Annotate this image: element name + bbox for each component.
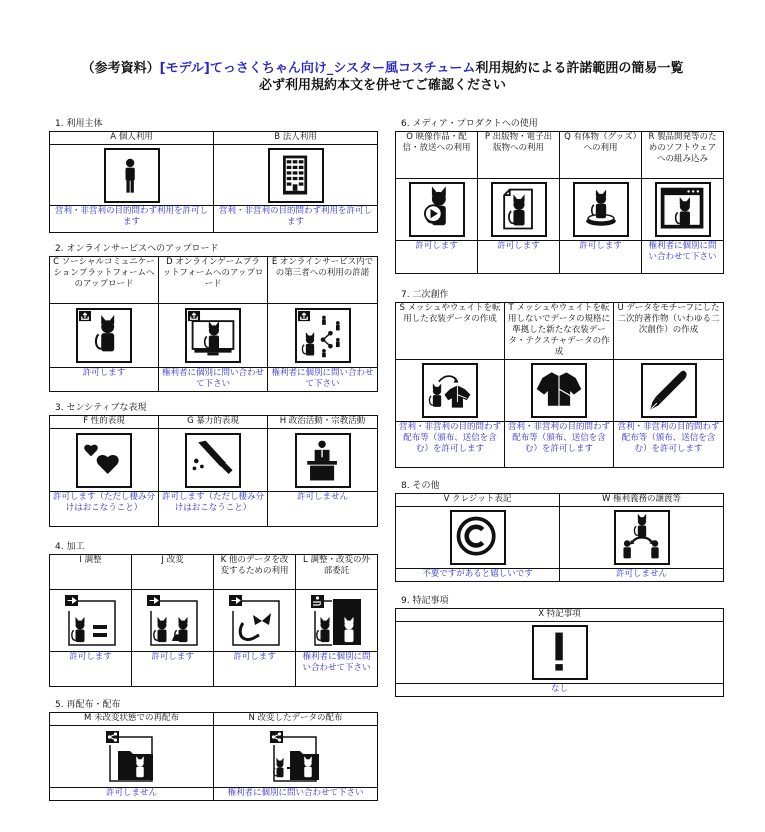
podium-icon [295, 433, 351, 488]
item-label: A 個人利用 [50, 132, 214, 145]
game-upload-icon [185, 308, 241, 363]
permission-table [49, 256, 378, 392]
software-window-icon [655, 182, 711, 237]
item-label: C ソーシャルコミュニケーションプラットフォームへのアップロード [50, 257, 159, 304]
social-upload-icon [76, 308, 132, 363]
share-third-party-icon [295, 308, 351, 363]
item-label: V クレジット表記 [396, 494, 560, 507]
item-label: B 法人利用 [214, 132, 378, 145]
permission-table [49, 712, 378, 801]
section-online-upload [49, 244, 378, 392]
item-result: 許可します [50, 652, 132, 687]
figure-goods-icon [573, 182, 629, 237]
model-name: [モデル]てっさくちゃん向け_シスター風コスチューム [159, 61, 476, 76]
item-label: I 調整 [50, 555, 132, 590]
costume-transfer-icon [422, 363, 478, 418]
permission-table [49, 131, 378, 233]
item-label: H 政治活動・宗教活動 [268, 416, 378, 429]
title-suffix: 利用規約による許諾範囲の簡易一覧 [475, 61, 684, 76]
section-usage-subject [49, 119, 378, 233]
pen-icon [641, 363, 697, 418]
item-label: Q 有体物（グッズ）への利用 [560, 132, 642, 179]
item-label: S メッシュやウェイトを転用した衣装データの作成 [396, 303, 505, 360]
section-redistribution [49, 700, 378, 801]
item-result: 営利・非営利の目的問わず配布等（頒布、送信を含む）を許可します [505, 422, 614, 468]
permission-table [49, 554, 378, 687]
person-icon [104, 148, 160, 203]
item-result: 権利者に個別に問い合わせて下さい [214, 788, 378, 801]
page-subtitle: 必ず利用規約本文を併せてご確認ください [258, 78, 506, 93]
item-result: 不要ですがあると嬉しいです [396, 569, 560, 582]
permission-table [395, 493, 724, 582]
permission-table [49, 415, 378, 527]
item-label: U データをモチーフにした二次的著作物（いわゆる二次創作）の作成 [614, 303, 724, 360]
item-result: 営利・非営利の目的問わず利用を許可します [50, 206, 214, 233]
redistribute-icon [104, 729, 160, 784]
building-icon [268, 148, 324, 203]
item-label: L 調整・改変の外部委託 [296, 555, 378, 590]
item-result: 許可しません [50, 788, 214, 801]
knife-icon [185, 433, 241, 488]
section-title: 4. 加工 [55, 542, 85, 552]
section-title: 7. 二次創作 [401, 290, 449, 300]
copyright-icon [450, 510, 506, 565]
item-result: 許可します（ただし棲み分けはおこなうこと） [50, 492, 159, 527]
permission-table [395, 131, 724, 274]
item-label: F 性的表現 [50, 416, 159, 429]
item-result: 許可しません [268, 492, 378, 527]
permission-table [395, 608, 724, 697]
item-label: M 未改変状態での再配布 [50, 713, 214, 726]
section-title: 6. メディア・プロダクトへの使用 [401, 119, 538, 129]
modify-icon [145, 593, 201, 648]
section-title: 3. センシティブな表現 [55, 403, 147, 413]
costume-icon [531, 363, 587, 418]
item-result: 許可します [214, 652, 296, 687]
section-title: 5. 再配布・配布 [55, 700, 121, 710]
item-label: E オンラインサービス内での第三者への利用の許諾 [268, 257, 378, 304]
item-result: 許可します [478, 241, 560, 274]
page-title [0, 60, 765, 77]
section-sensitive-expression [49, 403, 378, 527]
section-special-notes [395, 596, 724, 697]
item-result: 許可します [560, 241, 642, 274]
item-result: 営利・非営利の目的問わず配布等（頒布、送信を含む）を許可します [396, 422, 505, 468]
item-result: 営利・非営利の目的問わず利用を許可します [214, 206, 378, 233]
video-icon [409, 182, 465, 237]
adjust-icon [63, 593, 119, 648]
publication-icon [491, 182, 547, 237]
item-result: 許可しません [560, 569, 724, 582]
distribute-modified-icon [268, 729, 324, 784]
section-title: 1. 利用主体 [55, 119, 103, 129]
item-label: D オンラインゲームプラットフォームへのアップロード [159, 257, 268, 304]
item-result: 権利者に個別に問い合わせて下さい [296, 652, 378, 687]
item-result: なし [396, 684, 724, 697]
section-derivative-works [395, 290, 724, 468]
section-processing [49, 542, 378, 687]
item-result: 権利者に個別に問い合わせて下さい [642, 241, 724, 274]
outsource-icon [309, 593, 365, 648]
item-result: 権利者に個別に問い合わせて下さい [268, 368, 378, 392]
item-label: X 特記事項 [396, 609, 724, 622]
item-label: J 改変 [132, 555, 214, 590]
section-title: 2. オンラインサービスへのアップロード [55, 244, 219, 254]
item-label: N 改変したデータの配布 [214, 713, 378, 726]
item-label: R 製品開発等のためのソフトウェアへの組み込み [642, 132, 724, 179]
item-result: 許可します [396, 241, 478, 274]
transfer-rights-icon [614, 510, 670, 565]
item-label: W 権利義務の譲渡等 [560, 494, 724, 507]
item-result: 営利・非営利の目的問わず配布等（頒布、送信を含む）を許可します [614, 422, 724, 468]
item-result: 権利者に個別に問い合わせて下さい [159, 368, 268, 392]
item-result: 許可します [50, 368, 159, 392]
item-result: 許可します [132, 652, 214, 687]
item-label: G 暴力的表現 [159, 416, 268, 429]
item-label: O 映像作品・配信・放送への利用 [396, 132, 478, 179]
item-result: 許可します（ただし棲み分けはおこなうこと） [159, 492, 268, 527]
section-other [395, 481, 724, 582]
permission-table [395, 302, 724, 468]
section-media-products [395, 119, 724, 274]
section-title: 8. その他 [401, 481, 440, 491]
section-title: 9. 特記事項 [401, 596, 449, 606]
exclamation-icon [532, 625, 588, 680]
item-label: T メッシュやウェイトを転用しないでデータの規格に準拠した新たな衣装データ・テクスチャデータの作成 [505, 303, 614, 360]
item-label: P 出版物・電子出版物への利用 [478, 132, 560, 179]
hearts-icon [76, 433, 132, 488]
item-label: K 他のデータを改変するための利用 [214, 555, 296, 590]
title-prefix: （参考資料） [81, 61, 160, 76]
reuse-parts-icon [227, 593, 283, 648]
